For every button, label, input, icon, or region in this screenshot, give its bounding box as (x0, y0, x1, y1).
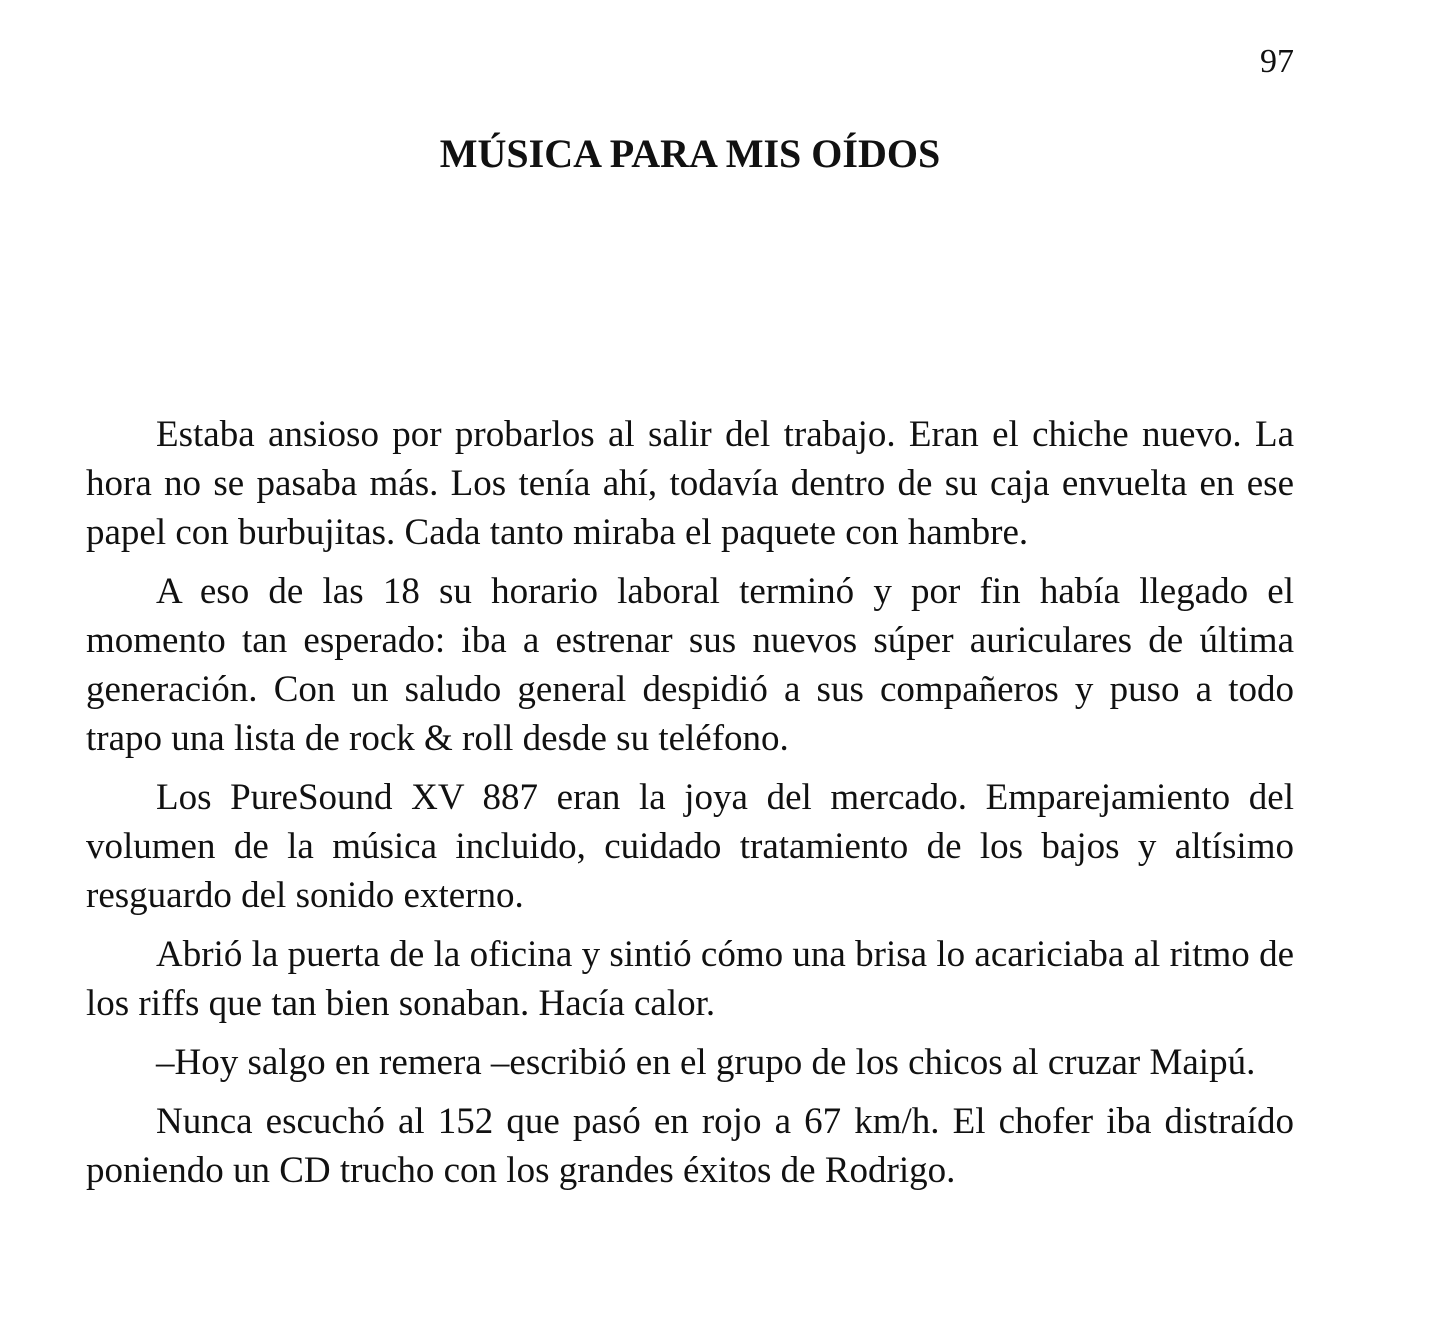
paragraph: Estaba ansioso por probarlos al salir del trabajo. Eran el chiche nuevo. La hora no se pasaba más. Los tenía ahí, todavía dentro de su caja envuelta en ese papel con burbujitas. Cada tanto miraba el paquete con hambre. (86, 414, 1294, 553)
page-number: 97 (1260, 43, 1294, 80)
paragraph: Nunca escuchó al 152 que pasó en rojo a 67 km/h. El chofer iba distraído poniendo un CD trucho con los grandes éxitos de Rodrigo. (86, 1101, 1294, 1191)
paragraph: –Hoy salgo en remera –escribió en el grupo de los chicos al cruzar Maipú. (156, 1042, 1256, 1083)
paragraph: A eso de las 18 su horario laboral terminó y por fin había llegado el momento tan esperado: iba a estrenar sus nuevos súper auriculares de última generación. Con un saludo general despidió a sus compañeros y puso a todo trapo una lista de rock & roll desde su teléfono. (86, 571, 1294, 759)
chapter-title: MÚSICA PARA MIS OÍDOS (439, 131, 941, 176)
paragraph: Abrió la puerta de la oficina y sintió cómo una brisa lo acariciaba al ritmo de los riffs que tan bien sonaban. Hacía calor. (86, 934, 1294, 1024)
body-text (86, 410, 1294, 1205)
paragraph: Los PureSound XV 887 eran la joya del mercado. Emparejamiento del volumen de la música incluido, cuidado tratamiento de los bajos y altísimo resguardo del sonido externo. (86, 777, 1294, 916)
